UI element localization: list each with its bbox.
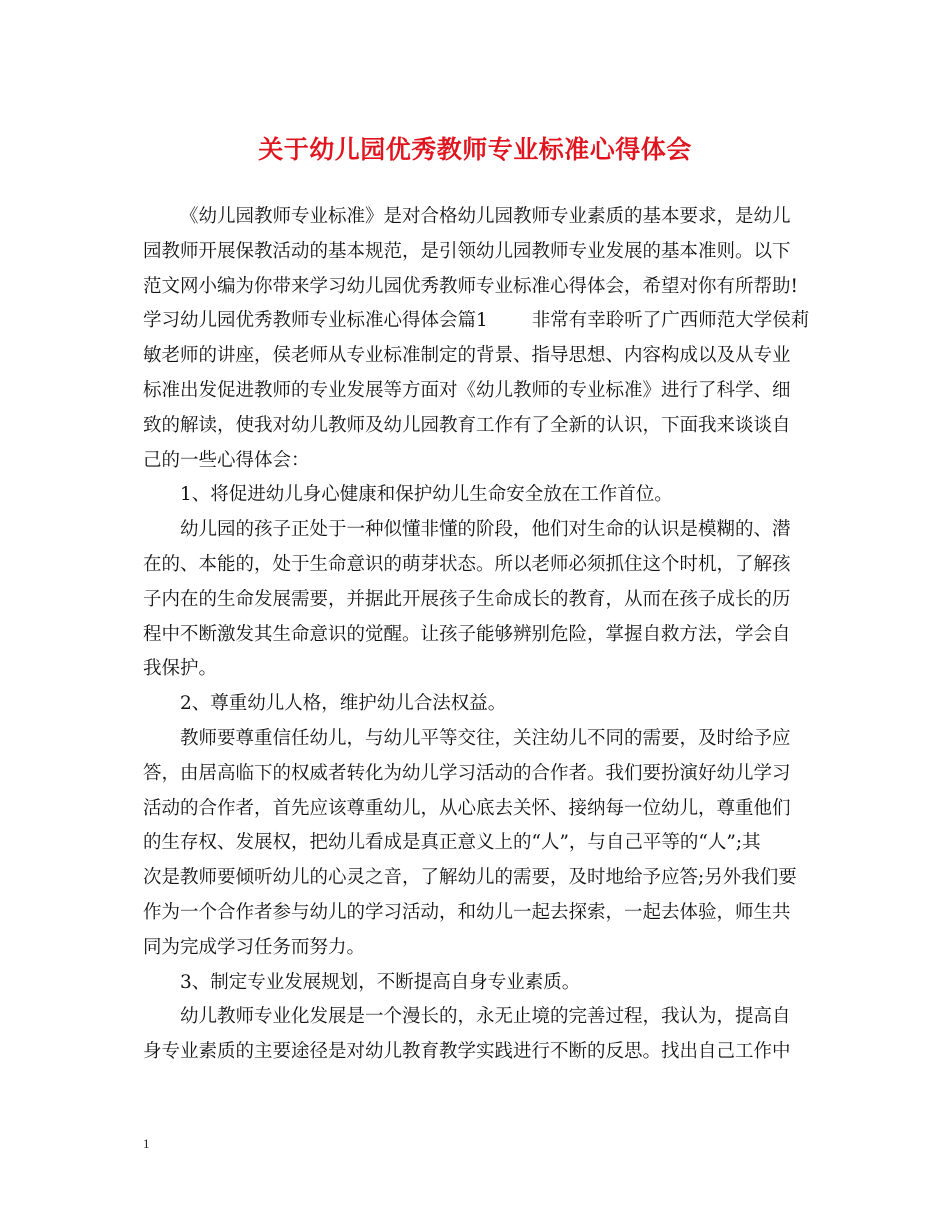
paragraph-line: 同为完成学习任务而努力。 — [143, 936, 366, 958]
paragraph-line: 子内在的生命发展需要，并据此开展孩子生命成长的教育，从而在孩子成长的历 — [143, 588, 791, 610]
paragraph-line: 园教师开展保教活动的基本规范，是引领幼儿园教师专业发展的基本准则。以下 — [143, 240, 791, 262]
numbered-heading: 1、将促进幼儿身心健康和保护幼儿生命安全放在工作首位。 — [180, 484, 673, 506]
paragraph-line: 教师要尊重信任幼儿，与幼儿平等交往，关注幼儿不同的需要，及时给予应 — [180, 727, 791, 749]
paragraph-text: 非常有幸聆听了广西师范大学侯莉 — [531, 310, 810, 332]
paragraph-line: 身专业素质的主要途径是对幼儿教育教学实践进行不断的反思。找出自己工作中 — [143, 1041, 791, 1063]
paragraph-line: 的生存权、发展权，把幼儿看成是真正意义上的“人”，与自己平等的“人”;其 — [143, 832, 761, 854]
paragraph-line: 次是教师要倾听幼儿的心灵之音，了解幼儿的需要，及时地给予应答;另外我们要 — [143, 867, 797, 889]
paragraph-line: 在的、本能的，处于生命意识的萌芽状态。所以老师必须抓住这个时机，了解孩 — [143, 553, 791, 575]
document-title: 关于幼儿园优秀教师专业标准心得体会 — [258, 135, 692, 164]
paragraph-line: 幼儿园的孩子正处于一种似懂非懂的阶段，他们对生命的认识是模糊的、潜 — [180, 519, 791, 541]
paragraph-line: 致的解读，使我对幼儿教师及幼儿园教育工作有了全新的认识，下面我来谈谈自 — [143, 414, 791, 436]
numbered-heading: 3、制定专业发展规划，不断提高自身专业素质。 — [180, 971, 581, 993]
numbered-heading: 2、尊重幼儿人格，维护幼儿合法权益。 — [180, 693, 507, 715]
paragraph-line: 我保护。 — [143, 658, 218, 680]
section-heading: 学习幼儿园优秀教师专业标准心得体会篇1 — [143, 310, 488, 332]
paragraph-line: 《幼儿园教师专业标准》是对合格幼儿园教师专业素质的基本要求，是幼儿 — [180, 206, 791, 227]
paragraph-line: 己的一些心得体会： — [143, 449, 310, 471]
document-body — [143, 200, 813, 1070]
paragraph-line: 答，由居高临下的权威者转化为幼儿学习活动的合作者。我们要扮演好幼儿学习 — [143, 762, 791, 784]
page-number: 1 — [143, 1136, 150, 1151]
paragraph-line: 范文网小编为你带来学习幼儿园优秀教师专业标准心得体会，希望对你有所帮助! — [143, 275, 798, 297]
paragraph-line: 程中不断激发其生命意识的觉醒。让孩子能够辨别危险，掌握自救方法，学会自 — [143, 623, 791, 645]
paragraph-line: 幼儿教师专业化发展是一个漫长的，永无止境的完善过程，我认为，提高自 — [180, 1006, 791, 1028]
paragraph-line-combined — [143, 304, 813, 339]
paragraph-line: 活动的合作者，首先应该尊重幼儿，从心底去关怀、接纳每一位幼儿，尊重他们 — [143, 797, 791, 819]
paragraph-line: 敏老师的讲座，侯老师从专业标准制定的背景、指导思想、内容构成以及从专业 — [143, 345, 791, 367]
paragraph-line: 标准出发促进教师的专业发展等方面对《幼儿教师的专业标准》进行了科学、细 — [143, 379, 791, 401]
paragraph-line: 作为一个合作者参与幼儿的学习活动，和幼儿一起去探索，一起去体验，师生共 — [143, 901, 791, 923]
